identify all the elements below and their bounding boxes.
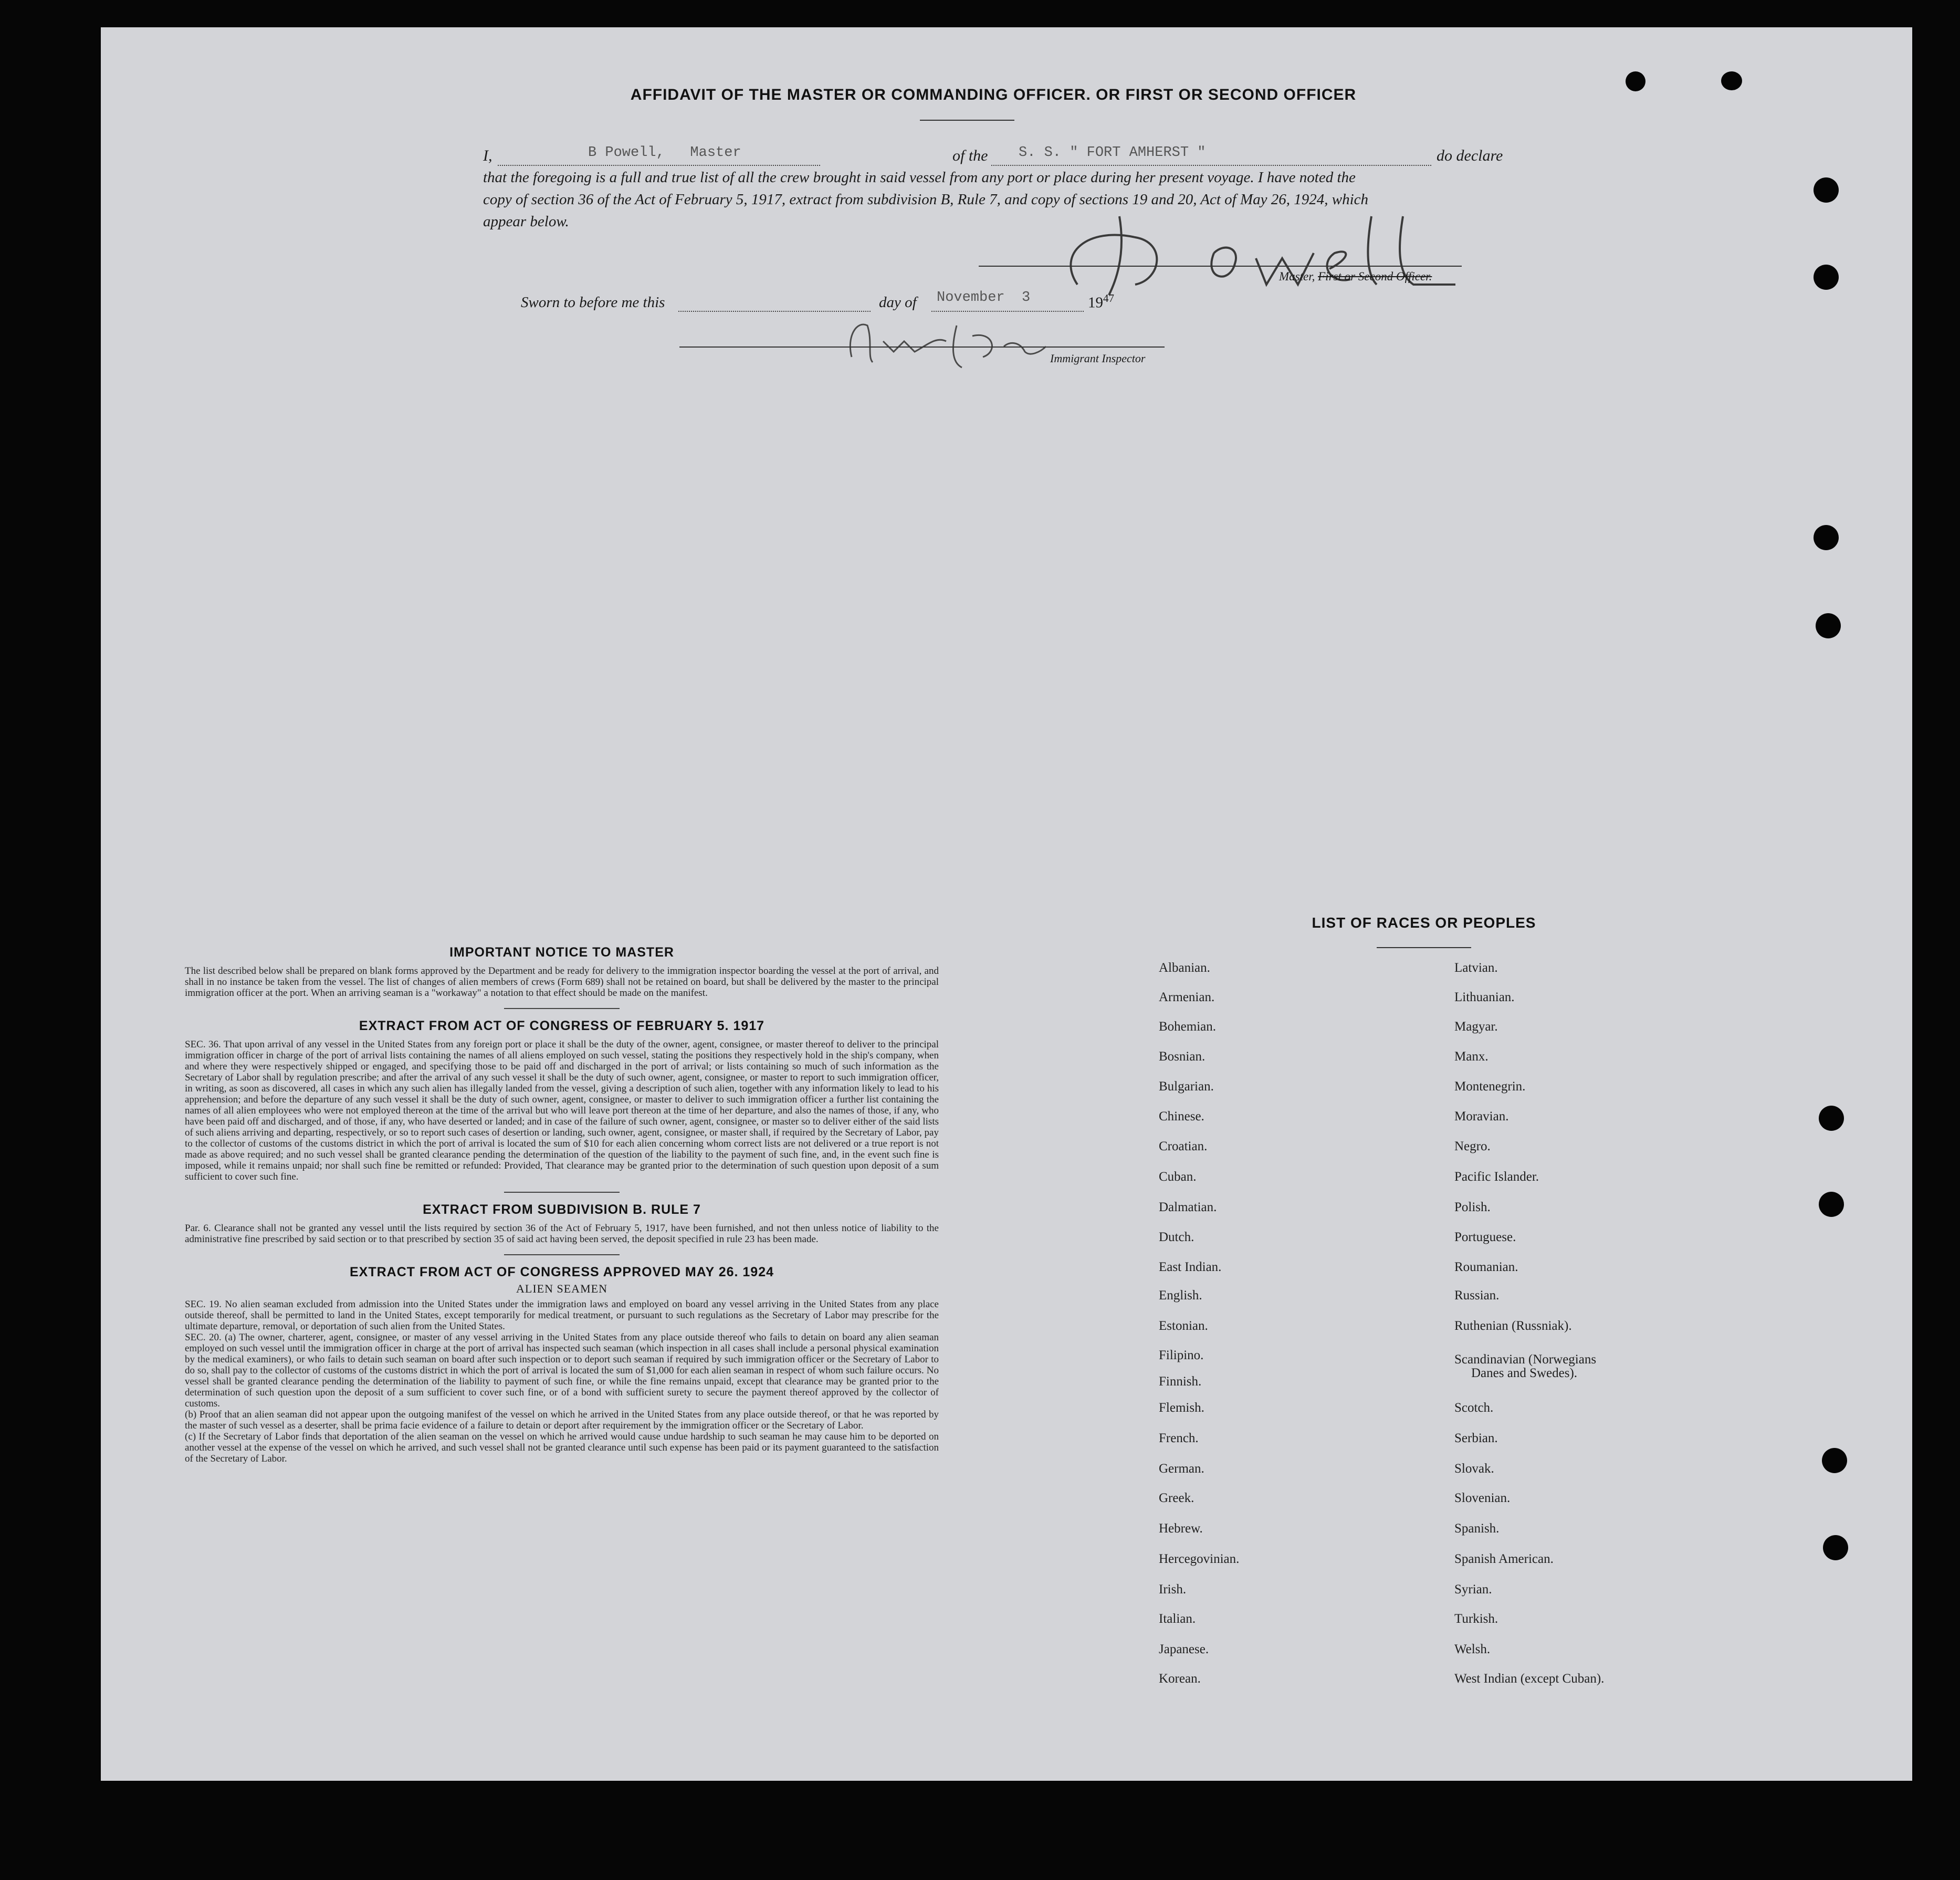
race-item: Armenian. (1159, 990, 1215, 1004)
race-item: German. (1159, 1462, 1204, 1476)
affidavit-body-line-2: copy of section 36 of the Act of February 5, 1917, extract from subdivision B, Rule 7, and copy of sections 19 and 20, Act of May 26, 1924, which (483, 191, 1369, 208)
race-item: Hercegovinian. (1159, 1552, 1240, 1566)
race-item: Bohemian. (1159, 1020, 1217, 1034)
race-item: Syrian. (1454, 1582, 1492, 1597)
divider (504, 1008, 620, 1009)
punch-hole (1814, 177, 1839, 203)
punch-hole (1721, 71, 1742, 90)
sworn-date-field: November 3 (937, 290, 1031, 306)
race-item: Moravian. (1454, 1109, 1509, 1123)
punch-hole (1626, 71, 1645, 91)
race-item: West Indian (except Cuban). (1454, 1672, 1605, 1686)
affidavit-body-line-1: that the foregoing is a full and true list of all the crew brought in said vessel from any port or place during her present voyage. I have noted the (483, 169, 1356, 186)
master-signature (1256, 269, 1264, 271)
sworn-day-line (678, 311, 871, 312)
of-the-label: of the (952, 147, 988, 164)
sec-20a-body: SEC. 20. (a) The owner, charterer, agent, consignee, or master of any vessel arriving in the United States from any place outside thereof who fails to detain on board any alien seaman employed on such vessel until the immigration officer in charge at the port of arrival has inspected such seaman (which inspection in all cases shall include a personal physical examination by the medical examiners), or who fails to detain such seaman on board after such inspection or to deport such seaman if required by such immigration officer or the Secretary of Labor to do so, shall pay to the collector of customs of the customs district in which the port of arrival is located the sum of $1,000 for each alien seaman in respect of whom such failure occurs. No vessel shall be granted clearance pending the determination of the liability to payment of such fine, or while the fine remains unpaid, except that clearance may be granted prior to the determination of such question upon the deposit of a sum sufficient to cover such fine, or of a bond with sufficient surety to secure the payment thereof approved by the collector of customs. (185, 1332, 939, 1409)
vessel-field: S. S. " FORT AMHERST " (1019, 145, 1206, 161)
race-item: Bosnian. (1159, 1049, 1206, 1064)
race-item: Dutch. (1159, 1230, 1194, 1244)
race-item: Slovak. (1454, 1462, 1494, 1476)
divider (504, 1192, 620, 1193)
affidavit-title: AFFIDAVIT OF THE MASTER OR COMMANDING OFFICER. OR FIRST OR SECOND OFFICER (630, 86, 1357, 103)
race-item: Estonian. (1159, 1319, 1208, 1333)
extract-1924-title: EXTRACT FROM ACT OF CONGRESS APPROVED MAY 26. 1924 (349, 1265, 774, 1279)
punch-hole (1814, 525, 1839, 550)
day-of-label: day of (879, 294, 917, 311)
notice-title: IMPORTANT NOTICE TO MASTER (449, 945, 674, 960)
extract-1917-body: SEC. 36. That upon arrival of any vessel in the United States from any foreign port or place it shall be the duty of the owner, agent, consignee, or master thereof to deliver to the principal immigration officer in charge of the port of arrival lists containing the names of all aliens employed on such vessel, stating the positions they respectively hold in the ship's company, when and where they were respectively shipped or engaged, and specifying those to be paid off and discharged in the port of arrival; or lists containing so much of such information as the Secretary of Labor shall by regulation prescribe; and after the arrival of any such vessel it shall be the duty of such owner, agent, consignee, or master to report to such immigration officer, in writing, as soon as discovered, all cases in which any such alien has illegally landed from the vessel, giving a description of such alien, together with any information likely to lead to his apprehension; and before the departure of any such vessel it shall be the duty of such owner, agent, consignee, or master to deliver to such immigration officer a further list containing the names of all alien employees who were not employed thereon at the time of the arrival but who will leave port thereon at the time of her departure, and also the names of those, if any, who have been paid off and discharged, and of those, if any, who have deserted or landed; and in case of the failure of such owner, agent, consignee, or master so to deliver either of the said lists of such aliens arriving and departing, respectively, or so to report such cases of desertion or landing, such owner, agent, consignee, or master shall, if required by the Secretary of Labor, pay to the collector of customs of the customs district in which the port of arrival is located the sum of $10 for each alien concerning whom correct lists are not delivered or a true report is not made as above required; and no such vessel shall be granted clearance pending the determination of the question of the liability to the payment of such fine, and, in the event such fine is imposed, while it remains unpaid; nor shall such fine be remitted or refunded: Provided, That clearance may be granted prior to the determination of such question upon deposit of a sum sufficient to cover such fine. (185, 1039, 939, 1182)
race-item: Magyar. (1454, 1020, 1498, 1034)
race-item: English. (1159, 1288, 1202, 1303)
race-item: Scandinavian (Norwegians (1454, 1352, 1597, 1367)
extract-1924-subtitle: ALIEN SEAMEN (516, 1282, 607, 1295)
race-item: Filipino. (1159, 1348, 1204, 1362)
master-caption-b: First or Second Officer. (1318, 270, 1432, 283)
race-item: Flemish. (1159, 1401, 1204, 1415)
race-item: Spanish American. (1454, 1552, 1554, 1566)
race-item: French. (1159, 1431, 1199, 1445)
punch-hole (1819, 1106, 1844, 1131)
race-item: Korean. (1159, 1672, 1201, 1686)
name-line (498, 165, 820, 166)
rule-7-title: EXTRACT FROM SUBDIVISION B. RULE 7 (423, 1202, 701, 1217)
master-signature-line (979, 266, 1462, 267)
race-item: Serbian. (1454, 1431, 1498, 1445)
divider (504, 1254, 620, 1255)
race-item: Chinese. (1159, 1109, 1204, 1123)
race-item: Bulgarian. (1159, 1079, 1214, 1094)
race-item: Finnish. (1159, 1374, 1202, 1389)
race-item: Croatian. (1159, 1139, 1208, 1153)
race-item: Welsh. (1454, 1642, 1491, 1656)
vessel-line (991, 165, 1431, 166)
divider (1377, 947, 1471, 948)
year-prefix: 19 (1088, 294, 1103, 311)
divider (920, 120, 1014, 121)
punch-hole (1814, 265, 1839, 290)
punch-hole (1822, 1448, 1847, 1473)
punch-hole (1816, 613, 1841, 638)
do-declare-label: do declare (1437, 147, 1503, 164)
sworn-date-line (931, 311, 1084, 312)
race-item: Lithuanian. (1454, 990, 1515, 1004)
race-item: Pacific Islander. (1454, 1170, 1539, 1184)
notice-body: The list described below shall be prepared on blank forms approved by the Department and be ready for delivery to the immigration inspector boarding the vessel at the port of arrival, and shall in no instance be taken from the vessel. The list of changes of alien members of crews (Form 689) shall not be retained on board, but shall be delivered by the master to the principal immigration officer at the port. When an arriving seaman is a "workaway" a notation to that effect should be made on the manifest. (185, 965, 939, 999)
race-item: Irish. (1159, 1582, 1187, 1597)
master-caption (1279, 270, 1432, 283)
race-item: Russian. (1454, 1288, 1500, 1303)
race-item: Hebrew. (1159, 1521, 1203, 1536)
punch-hole (1823, 1535, 1848, 1560)
race-item: Portuguese. (1454, 1230, 1516, 1244)
race-item: Negro. (1454, 1139, 1491, 1153)
master-signature-stroke (1056, 206, 1497, 300)
race-item: East Indian. (1159, 1260, 1222, 1274)
rule-7-body: Par. 6. Clearance shall not be granted any vessel until the lists required by section 36 of the Act of February 5, 1917, have been furnished, and not then unless notice of liability to the administrative fine prescribed by said section or to that prescribed by section 35 of said act having been served, the deposit specified in rule 23 has been made. (185, 1223, 939, 1245)
races-title: LIST OF RACES OR PEOPLES (1312, 915, 1536, 931)
race-item: Montenegrin. (1454, 1079, 1526, 1094)
race-item: Manx. (1454, 1049, 1489, 1064)
sec-20c-body: (c) If the Secretary of Labor finds that deportation of the alien seaman on the vessel on which he arrived would cause undue hardship to such seaman he may cause him to be deported on another vessel at the expense of the vessel on which he arrived, and such vessel shall not be granted clearance until such expense has been paid or its payment guaranteed to the satisfaction of the Secretary of Labor. (185, 1431, 939, 1464)
inspector-signature-stroke (836, 315, 1056, 373)
i-label: I, (483, 147, 492, 164)
sec-19-body: SEC. 19. No alien seaman excluded from admission into the United States under the immigration laws and employed on board any vessel arriving in the United States from any place outside thereof, shall be permitted to land in the United States, except temporarily for medical treatment, or pursuant to such regulations as the Secretary of Labor may prescribe for the ultimate departure, removal, or deportation of such alien from the United States. (185, 1299, 939, 1332)
punch-hole (1819, 1192, 1844, 1217)
race-item: Turkish. (1454, 1612, 1498, 1626)
race-item: Dalmatian. (1159, 1200, 1217, 1214)
affidavit-body-line-3: appear below. (483, 213, 569, 230)
extract-1917-title: EXTRACT FROM ACT OF CONGRESS OF FEBRUARY 5. 1917 (359, 1018, 765, 1033)
sworn-label: Sworn to before me this (521, 294, 665, 311)
race-item: Greek. (1159, 1491, 1194, 1505)
race-item: Polish. (1454, 1200, 1491, 1214)
race-item: Spanish. (1454, 1521, 1500, 1536)
race-item: Italian. (1159, 1612, 1196, 1626)
race-item: Albanian. (1159, 961, 1210, 975)
year-suffix: 47 (1103, 292, 1114, 304)
master-caption-a: Master, (1279, 270, 1318, 283)
year-field (1088, 292, 1114, 312)
document-page (101, 27, 1912, 1781)
inspector-signature (888, 358, 900, 361)
race-item: Roumanian. (1454, 1260, 1518, 1274)
race-item: Japanese. (1159, 1642, 1209, 1656)
race-item: Slovenian. (1454, 1491, 1511, 1505)
left-column (185, 945, 939, 1464)
race-item: Danes and Swedes). (1471, 1366, 1578, 1380)
race-item: Cuban. (1159, 1170, 1197, 1184)
race-item: Scotch. (1454, 1401, 1494, 1415)
sec-20b-body: (b) Proof that an alien seaman did not appear upon the outgoing manifest of the vessel on which he arrived in the United States from any place outside thereof, or that he was reported by the master of such vessel as a deserter, shall be prima facie evidence of a failure to detain or deport after requirement by the immigration officer or the Secretary of Labor. (185, 1409, 939, 1431)
inspector-signature-line (679, 346, 1165, 348)
race-item: Latvian. (1454, 961, 1498, 975)
name-field: B Powell, Master (588, 145, 741, 161)
race-item: Ruthenian (Russniak). (1454, 1319, 1572, 1333)
inspector-caption: Immigrant Inspector (1050, 352, 1146, 365)
